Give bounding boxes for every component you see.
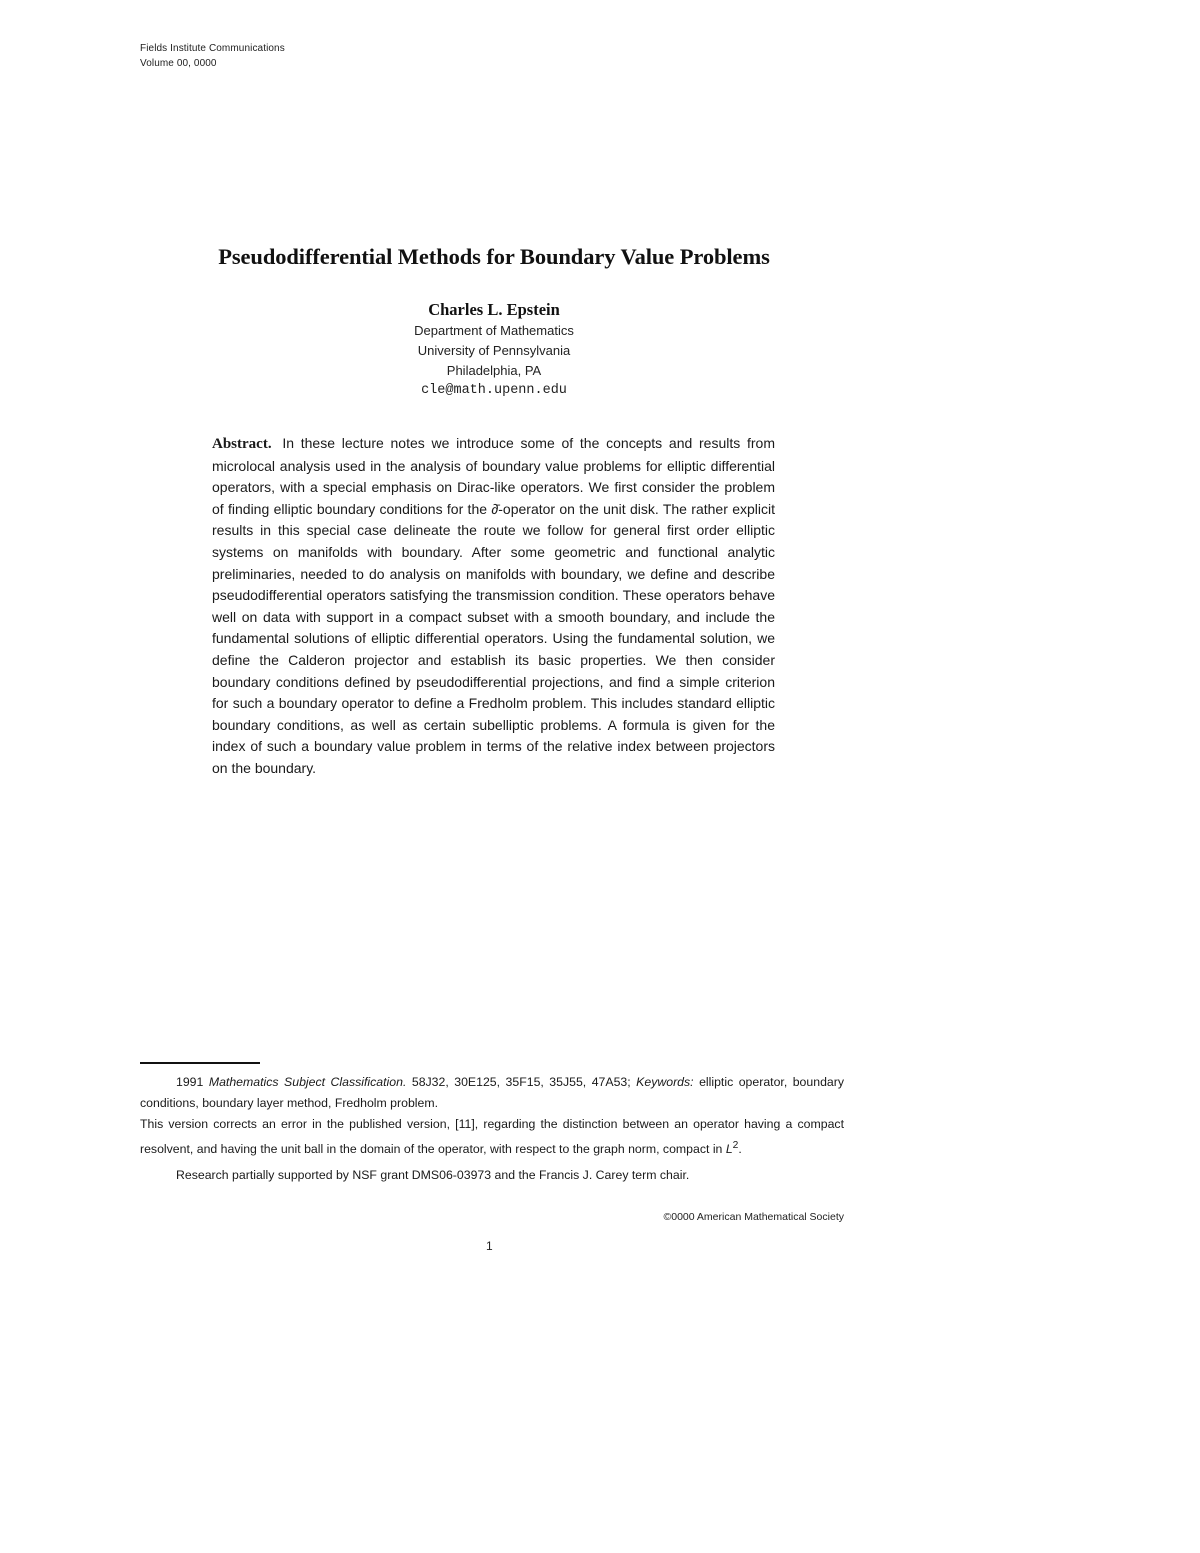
footnote-rule [140,1062,260,1064]
abstract-label: Abstract. [212,436,272,452]
page-number: 1 [486,1239,493,1253]
author-university: University of Pennsylvania [417,343,571,358]
copyright-notice: ©0000 American Mathematical Society [663,1211,844,1223]
classification-footnote [140,1072,844,1114]
keywords-label: Keywords: [636,1075,694,1089]
footnotes [140,1072,844,1186]
journal-volume: Volume 00, 0000 [140,58,217,69]
journal-header [140,41,285,71]
author-block [0,300,988,401]
abstract-text: In these lecture notes we introduce some of the concepts and results from microlocal analysis used in the analysis of boundary value problems for elliptic differential operators, with a special emphasis on Dirac-like operators. We first consider the problem of finding elliptic boundary conditions for the ∂̄-operator on the unit disk. The rather explicit results in this special case delineate the route we follow for general first order elliptic systems on manifolds with boundary. After some geometric and functional analytic preliminaries, needed to do analysis on manifolds with boundary, we define and describe pseudodifferential operators satisfying the transmission condition. These operators behave well on data with support in a compact subset with a smooth boundary, and include the fundamental solutions of elliptic differential operators. Using the fundamental solution, we define the Calderon projector and establish its basic properties. We then consider boundary conditions defined by pseudodifferential projections, and find a simple criterion for such a boundary operator to define a Fredholm problem. This includes standard elliptic boundary conditions, as well as certain subelliptic problems. A formula is given for the index of such a boundary value problem in terms of the relative index between projectors on the boundary. [212,435,775,776]
classification-codes: 58J32, 30E125, 35F15, 35J55, 47A53; [411,1075,631,1089]
classification-year: 1991 [176,1075,204,1089]
correction-text: This version corrects an error in the published version, [11], regarding the distinction between an operator having a compact resolvent, and having the unit ball in the domain of the operator, with respect to the graph norm, compact in [140,1117,844,1157]
abstract [212,433,775,780]
correction-footnote [140,1114,844,1160]
classification-label: Mathematics Subject Classification. [208,1075,407,1089]
correction-end: . [738,1142,742,1157]
keywords: elliptic operator, boundary conditions, boundary layer method, Fredholm problem. [140,1075,844,1110]
author-email: cle@math.upenn.edu [421,383,567,398]
author-department: Department of Mathematics [414,323,574,338]
paper-title: Pseudodifferential Methods for Boundary Value Problems [218,244,770,269]
correction-exponent: 2 [732,1140,739,1151]
correction-space: L [725,1142,733,1157]
support-footnote: Research partially supported by NSF grant DMS06-03973 and the Francis J. Carey term chair. [176,1168,690,1183]
author-location: Philadelphia, PA [446,363,542,378]
journal-series: Fields Institute Communications [140,43,285,54]
author-name: Charles L. Epstein [428,300,560,319]
